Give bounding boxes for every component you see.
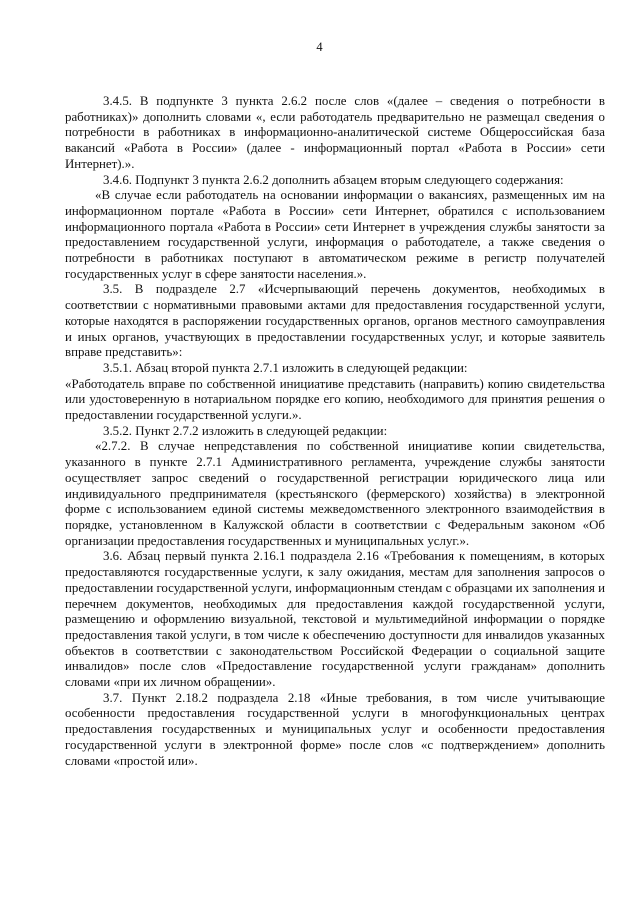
paragraph-3-5-2: 3.5.2. Пункт 2.7.2 изложить в следующей редакции: [103,423,388,438]
paragraph-3-5-1: 3.5.1. Абзац второй пункта 2.7.1 изложить в следующей редакции: [103,360,468,375]
paragraph-3-5: 3.5. В подразделе 2.7 «Исчерпывающий перечень документов, необходимых в соответствии с нормативными правовыми актами для предоставления государственной услуги, которые находятся в распоряжении государственных органов, органов местного самоуправления и иных органов, участвующих в предоставлении государственных услуг, и которые заявитель вправе представить»: [65,282,605,360]
paragraph-3-6: 3.6. Абзац первый пункта 2.16.1 подраздела 2.16 «Требования к помещениям, в которых предоставляются государственные услуги, к залу ожидания, местам для заполнения запросов о предоставлении государственной услуги, информационным стендам с образцами их заполнения и перечнем документов, необходимых для предоставления каждой государственной услуги, размещению и оформлению визуальной, текстовой и мультимедийной информации о порядке предоставления такой услуги, в том числе к обеспечению доступности для инвалидов указанных объектов в соответствии с законодательством Российской Федерации о социальной защите инвалидов» после слов «Предоставление государственной услуги гражданам» дополнить словами «при их личном обращении». [65,549,605,690]
paragraph-3-4-5: 3.4.5. В подпункте 3 пункта 2.6.2 после слов «(далее – сведения о потребности в работниках)» дополнить словами «, если работодатель предварительно не размещал сведения о потребности в работниках в информационно-аналитической системе Общероссийская база вакансий «Работа в России» (далее - информационный портал «Работа в России» сети Интернет).». [65,94,605,171]
quote-paragraph-3-4-6: «В случае если работодатель на основании информации о вакансиях, размещенных им на информационном портале «Работа в России» сети Интернет, обратился с использованием информационного портала «Работа в России» сети Интернет в учреждения службы занятости за предоставлением государственной услуги, информация о работодателе, а также сведения о потребности в работниках поступают в автоматическом режиме в регистр получателей государственных услуг в сфере занятости населения.». [65,188,605,281]
document-body [65,94,605,769]
page-number: 4 [316,40,323,54]
paragraph-3-4-6: 3.4.6. Подпункт 3 пункта 2.6.2 дополнить абзацем вторым следующего содержания: [103,172,564,187]
quote-paragraph-3-5-1: «Работодатель вправе по собственной инициативе представить (направить) копию свидетельства или удостоверенную в нотариальном порядке его копию, необходимого для принятия решения о предоставлении государственной услуги.». [65,376,605,423]
paragraph-3-7: 3.7. Пункт 2.18.2 подраздела 2.18 «Иные требования, в том числе учитывающие особенности предоставления государственной услуги в многофункциональных центрах предоставления государственных и муниципальных услуг и особенности предоставления государственной услуги в электронной форме» после слов «с подтверждением» дополнить словами «простой или». [65,690,605,768]
quote-paragraph-3-5-2: «2.7.2. В случае непредставления по собственной инициативе копии свидетельства, указанного в пункте 2.7.1 Административного регламента, учреждение службы занятости осуществляет запрос сведений о государственной регистрации юридического лица или индивидуального предпринимателя (крестьянского (фермерского) хозяйства) в электронной форме с использованием единой системы межведомственного электронного взаимодействия в порядке, установленном в Калужской области в соответствии с Федеральным законом «Об организации предоставления государственных и муниципальных услуг.». [65,439,605,548]
